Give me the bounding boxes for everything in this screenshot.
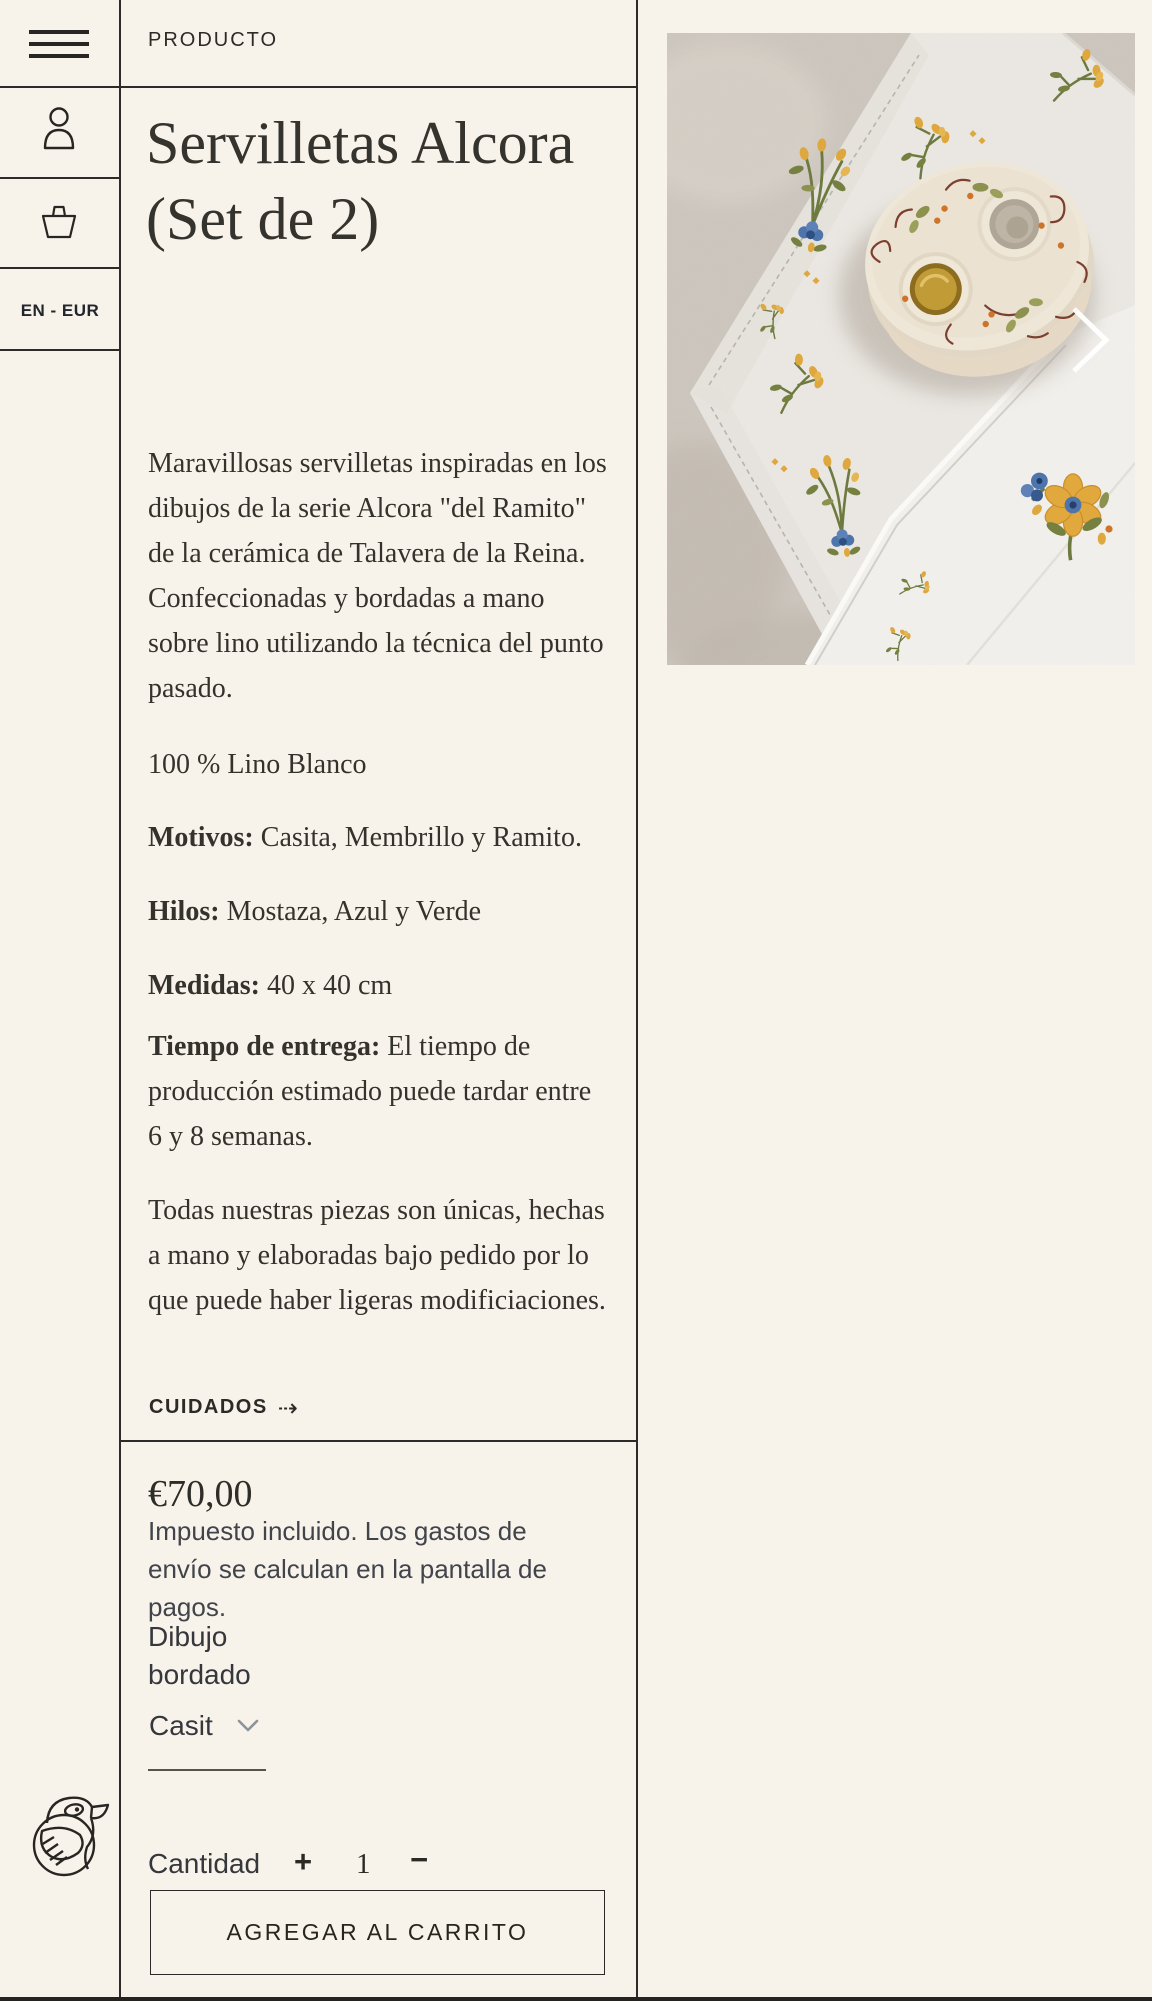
- product-composition: 100 % Lino Blanco: [148, 749, 367, 780]
- tax-note: Impuesto incluido. Los gastos de envío se calculan en la pantalla de pagos.: [148, 1516, 547, 1622]
- option-label: Dibujo bordado: [148, 1621, 251, 1690]
- care-label: CUIDADOS: [149, 1396, 268, 1418]
- embroidery-select[interactable]: [149, 1710, 259, 1742]
- sidebar-divider-3: [0, 349, 120, 351]
- add-to-cart-button[interactable]: [150, 1890, 605, 1975]
- spec-value: 40 x 40 cm: [260, 970, 393, 1001]
- next-image-button[interactable]: [1062, 295, 1122, 385]
- quantity-decrease-button[interactable]: −: [410, 1842, 429, 1877]
- dashed-arrow-icon: ⇢: [277, 1393, 300, 1422]
- page-breadcrumb: PRODUCTO: [148, 29, 279, 51]
- bird-logo: [22, 1793, 116, 1881]
- hamburger-icon: [29, 30, 89, 34]
- main-column-border: [636, 0, 638, 2001]
- locale-label: EN - EUR: [20, 301, 100, 320]
- care-link[interactable]: [149, 1393, 300, 1422]
- selected-option: Casit: [149, 1710, 213, 1741]
- chevron-right-icon: [1062, 295, 1122, 385]
- locale-selector[interactable]: [0, 301, 120, 321]
- add-to-cart-label: AGREGAR AL CARRITO: [226, 1919, 529, 1945]
- price-section-divider: [120, 1440, 636, 1442]
- hamburger-menu-button[interactable]: [29, 30, 89, 58]
- spec-value: Mostaza, Azul y Verde: [219, 896, 482, 927]
- handmade-note: Todas nuestras piezas son únicas, hechas a mano y elaboradas bajo pedido por lo que puede haber ligeras modificiaciones.: [148, 1195, 606, 1316]
- sidebar-divider-2: [0, 267, 120, 269]
- product-title: Servilletas Alcora (Set de 2): [146, 110, 575, 252]
- product-description: Maravillosas servilletas inspiradas en los dibujos de la serie Alcora "del Ramito" de la cerámica de Talavera de la Reina. Confeccionadas y bordadas a mano sobre lino utilizando la técnica del punto pasado.: [148, 448, 607, 704]
- delivery-label: Tiempo de entrega:: [148, 1031, 381, 1062]
- sidebar-divider-1: [0, 177, 120, 179]
- spec-motivos: [148, 815, 610, 860]
- cart-button[interactable]: [40, 204, 78, 245]
- spec-label: Hilos:: [148, 896, 220, 927]
- basket-icon: [40, 204, 78, 240]
- spec-label: Motivos:: [148, 822, 254, 853]
- footer-top-border: [0, 1997, 1152, 2001]
- delivery-info: [148, 1024, 610, 1159]
- account-button[interactable]: [41, 106, 77, 155]
- select-underline: [148, 1769, 266, 1771]
- spec-medidas: [148, 963, 610, 1008]
- user-icon: [41, 106, 77, 150]
- product-price: €70,00: [148, 1473, 253, 1515]
- quantity-label: Cantidad: [148, 1848, 261, 1879]
- quantity-value: 1: [356, 1848, 371, 1880]
- site-logo[interactable]: [22, 1793, 116, 1886]
- spec-label: Medidas:: [148, 970, 260, 1001]
- chevron-down-icon: [237, 1719, 259, 1733]
- spec-hilos: [148, 889, 610, 934]
- spec-value: Casita, Membrillo y Ramito.: [253, 822, 582, 853]
- header-divider: [0, 86, 637, 88]
- quantity-increase-button[interactable]: +: [294, 1844, 313, 1879]
- delivery-value: El tiempo de producción estimado puede tardar entre 6 y 8 semanas.: [148, 1031, 592, 1152]
